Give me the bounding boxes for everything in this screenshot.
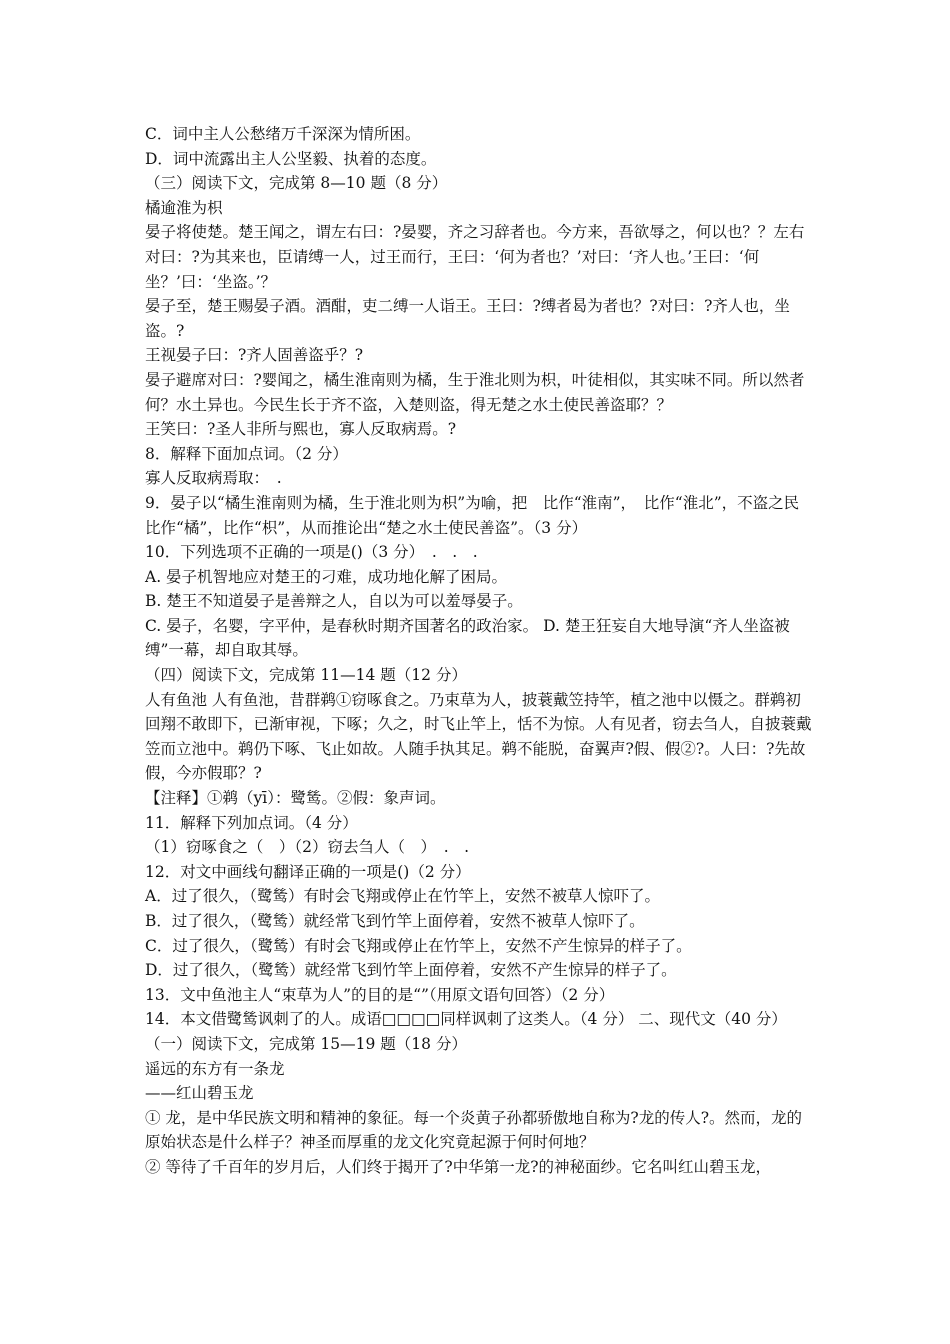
passage-paragraph: ② 等待了千百年的岁月后，人们终于揭开了?中华第一龙?的神秘面纱。它名叫红山碧玉龙， xyxy=(145,1157,772,1176)
answer-option: C. 晏子，名婴，字平仲，是春秋时期齐国著名的政治家。 D. 楚王狂妄自大地导演“齐人坐盗被缚”一幕，却自取其辱。 xyxy=(145,616,790,660)
passage-paragraph: 王笑曰：?圣人非所与熙也，寡人反取病焉。? xyxy=(145,420,457,439)
answer-option: C．过了很久，（鹭鸶）有时会飞翔或停止在竹竿上，安然不产生惊异的样子了。 xyxy=(145,936,692,955)
question-line: 寡人反取病焉取： . xyxy=(145,469,282,488)
question-line: 12．对文中画线句翻译正确的一项是()（2 分） xyxy=(145,862,471,881)
document-body xyxy=(145,122,813,1180)
answer-option: A．过了很久，（鹭鸶）有时会飞翔或停止在竹竿上，安然不被草人惊吓了。 xyxy=(145,887,660,906)
passage-paragraph: 王视晏子曰：?齐人固善盗乎？? xyxy=(145,346,364,365)
answer-option: D．过了很久，（鹭鸶）就经常飞到竹竿上面停着，安然不产生惊异的样子了。 xyxy=(145,961,677,980)
question-line: 11．解释下列加点词。（4 分） xyxy=(145,813,358,832)
question-line: 10．下列选项不正确的一项是()（3 分） . . . xyxy=(145,543,478,562)
passage-paragraph: 晏子至，楚王赐晏子酒。酒酣，吏二缚一人诣王。王曰：?缚者曷为者也？?对曰：?齐人也，坐盗。? xyxy=(145,297,790,340)
section-heading: （一）阅读下文，完成第 15—19 题（18 分） xyxy=(145,1034,467,1053)
option-d-line: D．词中流露出主人公坚毅、执着的态度。 xyxy=(145,149,437,168)
question-line: 8．解释下面加点词。（2 分） xyxy=(145,444,348,463)
answer-option: B. 楚王不知道晏子是善辩之人，自以为可以羞辱晏子。 xyxy=(145,592,523,611)
passage-paragraph: 晏子将使楚。楚王闻之，谓左右曰：?晏婴，齐之习辞者也。今方来，吾欲辱之，何以也？？左右对曰：?为其来也，臣请缚一人，过王而行，王曰：‘何为者也？’对曰：‘齐人也。’王曰：‘何坐？’曰：‘坐盗。’？ xyxy=(145,223,805,291)
answer-option: B．过了很久，（鹭鸶）就经常飞到竹竿上面停着，安然不被草人惊吓了。 xyxy=(145,912,645,930)
option-c-line: C．词中主人公愁绪万千深深为情所困。 xyxy=(145,125,421,143)
passage-paragraph: ① 龙，是中华民族文明和精神的象征。每一个炎黄子孙都骄傲地自称为?龙的传人?。然而，龙的原始状态是什么样子？神圣而厚重的龙文化究竟起源于何时何地？ xyxy=(145,1108,803,1152)
question-line: 9．晏子以“橘生淮南则为橘，生于淮北则为枳”为喻，把 比作“淮南”， 比作“淮北”，不盗之民比作“橘”，比作“枳”，从而推论出“楚之水土使民善盗”。（3 分） xyxy=(145,493,800,537)
question-line: 13．文中鱼池主人“束草为人”的目的是“”（用原文语句回答）（2 分） xyxy=(145,985,615,1004)
passage-title: 遥远的东方有一条龙 xyxy=(145,1059,285,1078)
passage-title: 橘逾淮为枳 xyxy=(145,198,223,217)
annotation-note: 【注释】①鹈（yī）：鹭鸶。②假：象声词。 xyxy=(145,789,446,808)
section-heading: （三）阅读下文，完成第 8—10 题（8 分） xyxy=(145,174,448,193)
section-heading: （四）阅读下文，完成第 11—14 题（12 分） xyxy=(145,666,467,685)
passage-paragraph: 晏子避席对曰：?婴闻之，橘生淮南则为橘，生于淮北则为枳，叶徒相似，其实味不同。所以然者何？水土异也。今民生长于齐不盗，入楚则盗，得无楚之水土使民善盗耶？？ xyxy=(145,370,805,414)
passage-paragraph: 人有鱼池 人有鱼池，昔群鹈①窃啄食之。乃束草为人，披蓑戴笠持竿，植之池中以慑之。群鹈初回翔不敢即下，已渐审视，下啄；久之，时飞止竿上，恬不为惊。人有见者，窃去刍人，自披蓑戴笠而立池中。鹈仍下啄、飞止如故。人随手执其足。鹈不能脱，奋翼声?假、假②?。人曰：?先故假，今亦假耶？? xyxy=(145,690,812,783)
question-line: （1）窃啄食之（ ）（2）窃去刍人（ ） . . xyxy=(145,838,470,857)
passage-subtitle: ——红山碧玉龙 xyxy=(145,1084,254,1103)
answer-option: A. 晏子机智地应对楚王的刁难，成功地化解了困局。 xyxy=(145,567,508,586)
question-line: 14．本文借鹭鸶讽刺了的人。成语□□□□同样讽刺了这类人。（4 分） 二、现代文（40 分） xyxy=(145,1010,787,1029)
